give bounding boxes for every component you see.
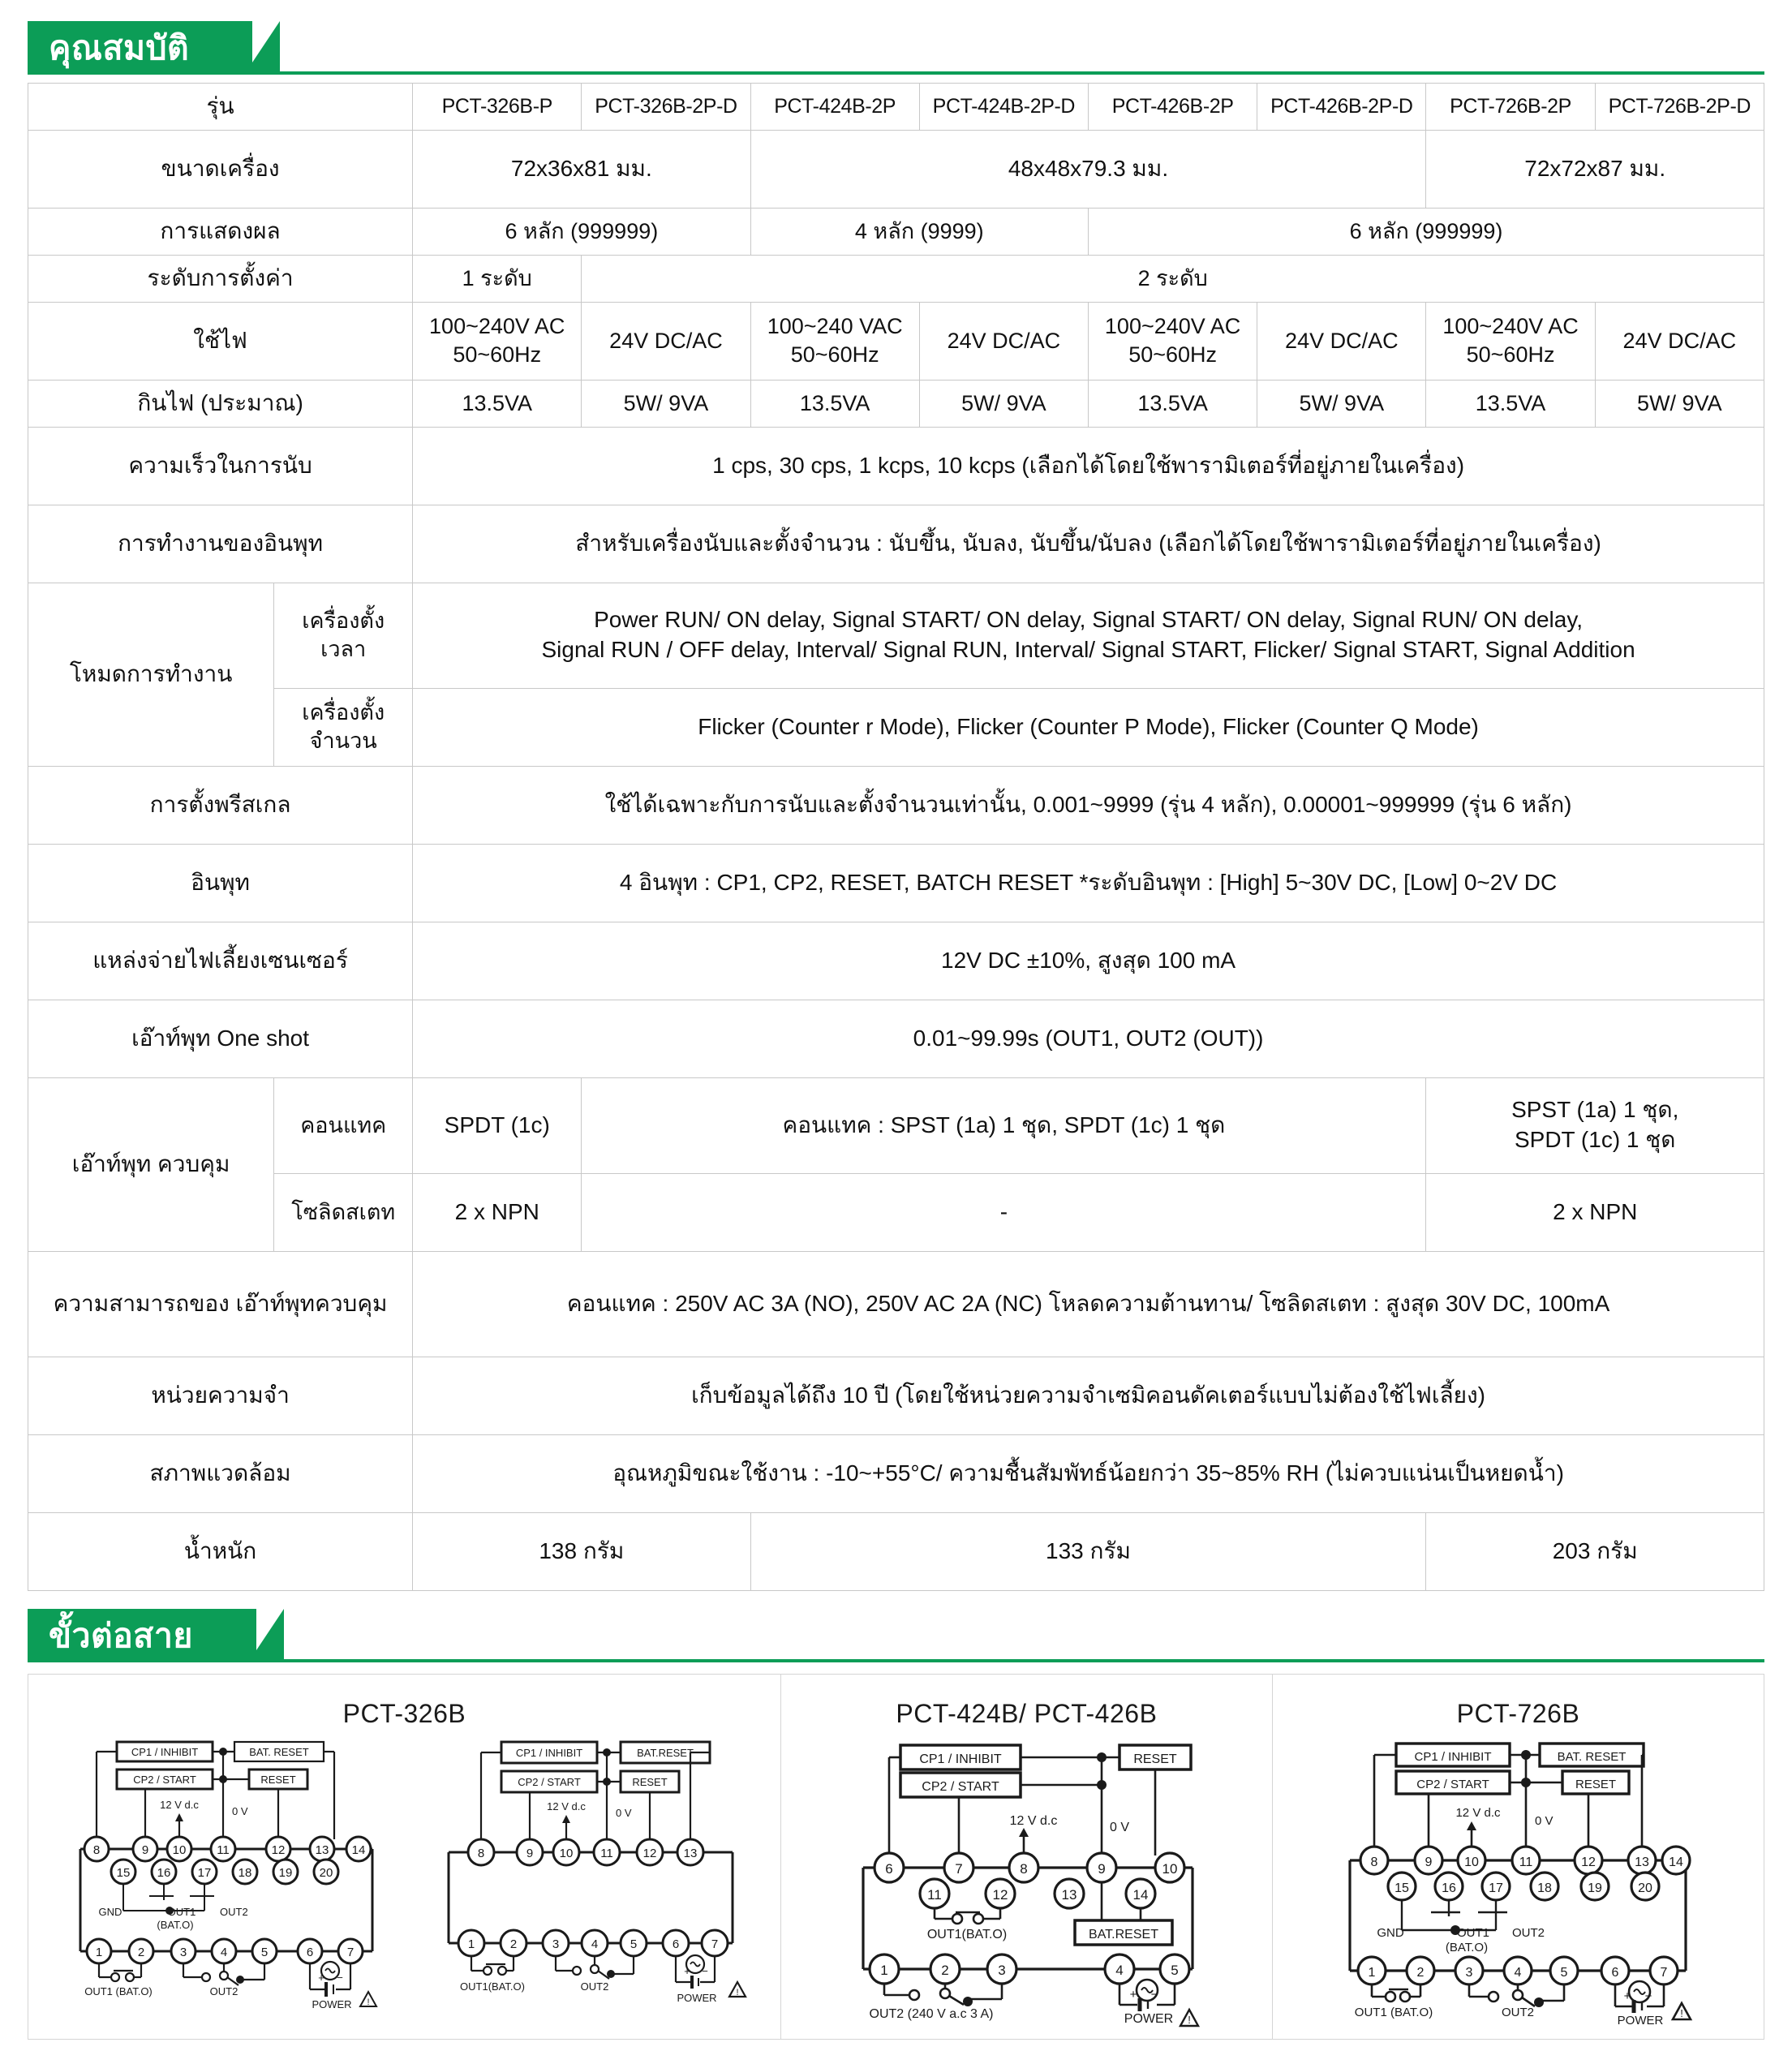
label-bat-reset: BAT. RESET bbox=[249, 1745, 309, 1758]
power-6-line2: 50~60Hz bbox=[1466, 342, 1555, 368]
svg-text:15: 15 bbox=[1394, 1881, 1410, 1895]
row-sublabel-counter: เครื่องตั้งจำนวน bbox=[274, 688, 413, 766]
svg-text:13: 13 bbox=[1635, 1855, 1650, 1869]
cell-power-5: 24V DC/AC bbox=[1257, 302, 1426, 380]
row-label-input: อินพุท bbox=[28, 844, 413, 922]
svg-text:1: 1 bbox=[96, 1945, 103, 1959]
svg-text:9: 9 bbox=[1425, 1855, 1433, 1869]
cell-power-7: 24V DC/AC bbox=[1595, 302, 1764, 380]
svg-text:4: 4 bbox=[1515, 1965, 1522, 1980]
contact-2-line2: SPDT (1c) 1 ชุด bbox=[1514, 1127, 1676, 1153]
svg-text:+: + bbox=[1130, 1987, 1137, 2002]
row-label-operation-mode: โหมดการทำงาน bbox=[28, 583, 274, 766]
label-0v-c: 0 V bbox=[1110, 1820, 1130, 1834]
label-12v: 12 V d.c bbox=[160, 1798, 200, 1811]
cell-size-2: 72x72x87 มม. bbox=[1426, 130, 1764, 208]
model-header-5: PCT-426B-2P-D bbox=[1257, 84, 1426, 131]
svg-text:11: 11 bbox=[1519, 1855, 1533, 1869]
table-row-model bbox=[28, 84, 1764, 131]
label-cp1-b: CP1 / INHIBIT bbox=[515, 1746, 582, 1759]
svg-text:15: 15 bbox=[116, 1865, 131, 1880]
power-4-line1: 100~240V AC bbox=[1104, 313, 1241, 338]
label-out2-b: OUT2 bbox=[580, 1980, 608, 1993]
model-header-1: PCT-326B-2P-D bbox=[582, 84, 750, 131]
table-row-one-shot-output bbox=[28, 1000, 1764, 1077]
svg-text:19: 19 bbox=[278, 1865, 293, 1880]
svg-text:1: 1 bbox=[1369, 1965, 1376, 1980]
label-out1-bat-d: OUT1 (BAT.O) bbox=[1355, 2005, 1433, 2019]
svg-text:6: 6 bbox=[1612, 1965, 1619, 1980]
label-reset-b: RESET bbox=[631, 1775, 668, 1788]
wiring-banner: ขั้วต่อสาย bbox=[28, 1609, 256, 1662]
svg-text:4: 4 bbox=[591, 1937, 598, 1951]
wiring-diagram-326b-13pin bbox=[432, 1734, 757, 2002]
cell-contact-1: คอนแทค : SPST (1a) 1 ชุด, SPDT (1c) 1 ชุด bbox=[582, 1077, 1426, 1173]
svg-text:7: 7 bbox=[711, 1937, 718, 1951]
svg-text:2: 2 bbox=[941, 1962, 950, 1978]
cell-display-0: 6 หลัก (999999) bbox=[413, 208, 750, 255]
cell-consumption-0: 13.5VA bbox=[413, 380, 582, 427]
row-label-power: ใช้ไฟ bbox=[28, 302, 413, 380]
label-cp1-c: CP1 / INHIBIT bbox=[919, 1752, 1003, 1766]
features-banner: คุณสมบัติ bbox=[28, 21, 252, 75]
svg-text:7: 7 bbox=[955, 1860, 964, 1877]
model-header-2: PCT-424B-2P bbox=[750, 84, 919, 131]
svg-text:3: 3 bbox=[180, 1945, 187, 1959]
svg-text:3: 3 bbox=[552, 1937, 559, 1951]
cell-solid-2: 2 x NPN bbox=[1426, 1173, 1764, 1251]
svg-text:2: 2 bbox=[1417, 1965, 1425, 1980]
power-0-line2: 50~60Hz bbox=[453, 342, 542, 368]
svg-text:+: + bbox=[683, 1964, 690, 1977]
table-row-memory bbox=[28, 1357, 1764, 1434]
spec-table-wrap bbox=[0, 78, 1792, 1591]
label-reset-d: RESET bbox=[1575, 1777, 1617, 1791]
wiring-panel-title-2: PCT-726B bbox=[1456, 1698, 1580, 1728]
svg-text:18: 18 bbox=[238, 1865, 252, 1880]
svg-text:10: 10 bbox=[559, 1846, 573, 1860]
row-label-setting-level: ระดับการตั้งค่า bbox=[28, 255, 413, 302]
label-gnd: GND bbox=[98, 1905, 122, 1918]
svg-text:7: 7 bbox=[1661, 1965, 1668, 1980]
wiring-diagram-726b bbox=[1327, 1734, 1708, 2027]
timer-modes-line2: Signal RUN / OFF delay, Interval/ Signal RUN, Interval/ Signal START, Flicker/ Signal START, Signal Addition bbox=[541, 637, 1635, 663]
model-header-6: PCT-726B-2P bbox=[1426, 84, 1595, 131]
row-label-count-speed: ความเร็วในการนับ bbox=[28, 427, 413, 505]
label-cp2-d: CP2 / START bbox=[1416, 1777, 1490, 1791]
svg-text:19: 19 bbox=[1588, 1881, 1603, 1895]
label-out2-top: OUT2 bbox=[220, 1905, 248, 1918]
svg-text:12: 12 bbox=[642, 1846, 656, 1860]
row-label-memory: หน่วยความจำ bbox=[28, 1357, 413, 1434]
svg-text:5: 5 bbox=[1171, 1962, 1180, 1978]
label-out1: OUT1 bbox=[167, 1905, 196, 1918]
wiring-diagram-424b-426b bbox=[836, 1734, 1217, 2026]
table-row-sensor-supply bbox=[28, 922, 1764, 1000]
cell-memory: เก็บข้อมูลได้ถึง 10 ปี (โดยใช้หน่วยความจำเซมิคอนดัคเตอร์แบบไม่ต้องใช้ไฟเลี้ยง) bbox=[413, 1357, 1764, 1434]
row-label-prescale: การตั้งพรีสเกล bbox=[28, 766, 413, 844]
wiring-panel-title-0: PCT-326B bbox=[342, 1698, 466, 1728]
label-power-d: POWER bbox=[1618, 2013, 1664, 2027]
row-label-control-output: เอ๊าท์พุท ควบคุม bbox=[28, 1077, 274, 1251]
cell-consumption-4: 13.5VA bbox=[1089, 380, 1257, 427]
svg-text:−: − bbox=[701, 1964, 708, 1977]
cell-weight-0: 138 กรัม bbox=[413, 1512, 750, 1590]
cell-setting-level-1: 2 ระดับ bbox=[582, 255, 1764, 302]
label-cp2-c: CP2 / START bbox=[922, 1779, 1000, 1794]
cell-display-1: 4 หลัก (9999) bbox=[750, 208, 1088, 255]
svg-text:18: 18 bbox=[1537, 1881, 1553, 1895]
label-bat-reset-d: BAT. RESET bbox=[1558, 1749, 1627, 1764]
svg-text:11: 11 bbox=[927, 1886, 943, 1903]
wiring-banner-rule bbox=[28, 1659, 1764, 1662]
table-row-environment bbox=[28, 1434, 1764, 1512]
svg-text:5: 5 bbox=[630, 1937, 637, 1951]
wiring-panel-pct326b bbox=[28, 1675, 780, 2039]
cell-operation-mode-counter: Flicker (Counter r Mode), Flicker (Counter P Mode), Flicker (Counter Q Mode) bbox=[413, 688, 1764, 766]
table-row-input bbox=[28, 844, 1764, 922]
timer-modes-line1: Power RUN/ ON delay, Signal START/ ON delay, Signal START/ ON delay, Signal RUN/ ON delay, bbox=[594, 607, 1584, 633]
wiring-panel-pct726b bbox=[1272, 1675, 1764, 2039]
svg-text:6: 6 bbox=[885, 1860, 894, 1877]
specification-table bbox=[28, 83, 1764, 1591]
svg-text:3: 3 bbox=[998, 1962, 1007, 1978]
svg-text:10: 10 bbox=[172, 1843, 187, 1857]
label-12v-c: 12 V d.c bbox=[1010, 1813, 1058, 1828]
cell-consumption-6: 13.5VA bbox=[1426, 380, 1595, 427]
svg-text:13: 13 bbox=[1061, 1886, 1077, 1903]
table-row-consumption bbox=[28, 380, 1764, 427]
row-label-display: การแสดงผล bbox=[28, 208, 413, 255]
wiring-panel-title-1: PCT-424B/ PCT-426B bbox=[896, 1698, 1158, 1728]
model-header-7: PCT-726B-2P-D bbox=[1595, 84, 1764, 131]
svg-text:8: 8 bbox=[93, 1843, 101, 1857]
svg-text:+: + bbox=[1624, 1989, 1631, 2003]
svg-text:17: 17 bbox=[197, 1865, 212, 1880]
label-out1-d: OUT1 bbox=[1457, 1925, 1490, 1940]
label-out1-bat: OUT1 (BAT.O) bbox=[84, 1984, 153, 1997]
svg-text:−: − bbox=[337, 1971, 343, 1984]
row-label-size: ขนาดเครื่อง bbox=[28, 130, 413, 208]
svg-text:12: 12 bbox=[271, 1843, 286, 1857]
label-cp1: CP1 / INHIBIT bbox=[131, 1745, 199, 1758]
table-row-count-speed bbox=[28, 427, 1764, 505]
svg-text:8: 8 bbox=[477, 1846, 484, 1860]
label-0v: 0 V bbox=[232, 1804, 248, 1817]
svg-text:9: 9 bbox=[526, 1846, 533, 1860]
power-4-line2: 50~60Hz bbox=[1128, 342, 1218, 368]
label-reset: RESET bbox=[260, 1773, 296, 1786]
label-0v-b: 0 V bbox=[615, 1806, 632, 1819]
table-row-input-operation bbox=[28, 505, 1764, 583]
svg-text:−: − bbox=[1151, 1987, 1158, 2002]
model-header-0: PCT-326B-P bbox=[413, 84, 582, 131]
svg-text:14: 14 bbox=[351, 1843, 366, 1857]
label-out2-rating: OUT2 (240 V a.c 3 A) bbox=[869, 2006, 994, 2021]
cell-contact-0: SPDT (1c) bbox=[413, 1077, 582, 1173]
label-12v-d: 12 V d.c bbox=[1455, 1805, 1501, 1820]
svg-text:12: 12 bbox=[992, 1886, 1008, 1903]
table-row-control-output-solid bbox=[28, 1173, 1764, 1251]
svg-text:8: 8 bbox=[1371, 1855, 1378, 1869]
label-out2-bottom-d: OUT2 bbox=[1502, 2005, 1535, 2019]
wiring-diagram-326b-20pin bbox=[52, 1734, 401, 2010]
svg-text:8: 8 bbox=[1020, 1860, 1029, 1877]
svg-text:11: 11 bbox=[217, 1843, 230, 1857]
svg-text:9: 9 bbox=[142, 1843, 149, 1857]
row-label-one-shot-output: เอ๊าท์พุท One shot bbox=[28, 1000, 413, 1077]
svg-text:!: ! bbox=[1680, 2006, 1684, 2019]
wiring-diagram-section bbox=[28, 1674, 1764, 2040]
cell-size-0: 72x36x81 มม. bbox=[413, 130, 750, 208]
cell-one-shot-output: 0.01~99.99s (OUT1, OUT2 (OUT)) bbox=[413, 1000, 1764, 1077]
cell-sensor-supply: 12V DC ±10%, สูงสุด 100 mA bbox=[413, 922, 1764, 1000]
table-row-setting-level bbox=[28, 255, 1764, 302]
svg-text:9: 9 bbox=[1098, 1860, 1107, 1877]
cell-weight-1: 133 กรัม bbox=[750, 1512, 1426, 1590]
svg-text:12: 12 bbox=[1581, 1855, 1596, 1869]
svg-text:5: 5 bbox=[261, 1945, 269, 1959]
row-sublabel-solid: โซลิดสเตท bbox=[274, 1173, 413, 1251]
svg-text:13: 13 bbox=[315, 1843, 329, 1857]
svg-text:17: 17 bbox=[1489, 1881, 1504, 1895]
svg-text:2: 2 bbox=[138, 1945, 145, 1959]
cell-display-2: 6 หลัก (999999) bbox=[1089, 208, 1764, 255]
label-out1-bat-b: OUT1(BAT.O) bbox=[459, 1980, 525, 1993]
svg-text:11: 11 bbox=[599, 1846, 613, 1860]
svg-text:20: 20 bbox=[319, 1865, 333, 1880]
svg-text:+: + bbox=[318, 1971, 324, 1984]
row-label-model: รุ่น bbox=[28, 84, 413, 131]
features-banner-rule bbox=[28, 71, 1764, 75]
cell-consumption-5: 5W/ 9VA bbox=[1257, 380, 1426, 427]
cell-input-operation: สำหรับเครื่องนับและตั้งจำนวน : นับขึ้น, นับลง, นับขึ้น/นับลง (เลือกได้โดยใช้พารามิเตอร์ที่อยู่ภายในเครื่อง) bbox=[413, 505, 1764, 583]
cell-contact-2 bbox=[1426, 1077, 1764, 1173]
svg-text:4: 4 bbox=[221, 1945, 228, 1959]
cell-power-2 bbox=[750, 302, 919, 380]
label-out2-bottom: OUT2 bbox=[209, 1984, 239, 1997]
label-bat-o-d: (BAT.O) bbox=[1446, 1940, 1489, 1954]
label-bat-reset-b: BAT.RESET bbox=[636, 1746, 694, 1759]
svg-text:!: ! bbox=[1188, 2013, 1192, 2026]
svg-text:7: 7 bbox=[347, 1945, 355, 1959]
svg-text:!: ! bbox=[736, 1987, 739, 1997]
svg-text:6: 6 bbox=[672, 1937, 679, 1951]
cell-consumption-2: 13.5VA bbox=[750, 380, 919, 427]
cell-control-capacity: คอนแทค : 250V AC 3A (NO), 250V AC 2A (NC) โหลดความต้านทาน/ โซลิดสเตท : สูงสุด 30V DC, 100mA bbox=[413, 1251, 1764, 1357]
cell-solid-1: - bbox=[582, 1173, 1426, 1251]
cell-power-0 bbox=[413, 302, 582, 380]
svg-text:4: 4 bbox=[1115, 1962, 1124, 1978]
table-row-power bbox=[28, 302, 1764, 380]
cell-solid-0: 2 x NPN bbox=[413, 1173, 582, 1251]
contact-2-line1: SPST (1a) 1 ชุด, bbox=[1511, 1097, 1679, 1123]
svg-text:16: 16 bbox=[1442, 1881, 1457, 1895]
cell-environment: อุณหภูมิขณะใช้งาน : -10~+55°C/ ความชื้นสัมพัทธ์น้อยกว่า 35~85% RH (ไม่ควบแน่นเป็นหยดน้ำ) bbox=[413, 1434, 1764, 1512]
power-2-line1: 100~240 VAC bbox=[767, 313, 903, 338]
table-row-control-capacity bbox=[28, 1251, 1764, 1357]
label-out1-bat-c: OUT1(BAT.O) bbox=[927, 1927, 1008, 1941]
svg-text:10: 10 bbox=[1464, 1855, 1480, 1869]
row-label-sensor-supply: แหล่งจ่ายไฟเลี้ยงเซนเซอร์ bbox=[28, 922, 413, 1000]
row-label-input-operation: การทำงานของอินพุท bbox=[28, 505, 413, 583]
label-power: POWER bbox=[312, 1997, 352, 2010]
svg-text:16: 16 bbox=[157, 1865, 171, 1880]
label-bat-reset-c: BAT.RESET bbox=[1089, 1927, 1159, 1941]
cell-setting-level-0: 1 ระดับ bbox=[413, 255, 582, 302]
cell-power-6 bbox=[1426, 302, 1595, 380]
label-power-c: POWER bbox=[1124, 2011, 1174, 2026]
cell-input: 4 อินพุท : CP1, CP2, RESET, BATCH RESET *ระดับอินพุท : [High] 5~30V DC, [Low] 0~2V DC bbox=[413, 844, 1764, 922]
features-banner-wrap bbox=[0, 0, 1792, 75]
table-row-control-output-contact bbox=[28, 1077, 1764, 1173]
wiring-panel-pct424b-426b bbox=[780, 1675, 1272, 2039]
svg-text:6: 6 bbox=[307, 1945, 314, 1959]
table-row-operation-mode-counter bbox=[28, 688, 1764, 766]
svg-text:5: 5 bbox=[1561, 1965, 1568, 1980]
label-out2-d: OUT2 bbox=[1512, 1925, 1545, 1940]
label-cp2: CP2 / START bbox=[133, 1773, 196, 1786]
cell-consumption-1: 5W/ 9VA bbox=[582, 380, 750, 427]
table-row-display bbox=[28, 208, 1764, 255]
row-label-environment: สภาพแวดล้อม bbox=[28, 1434, 413, 1512]
svg-text:−: − bbox=[1645, 1989, 1652, 2003]
label-12v-b: 12 V d.c bbox=[546, 1800, 586, 1812]
label-cp2-b: CP2 / START bbox=[517, 1775, 581, 1788]
label-cp1-d: CP1 / INHIBIT bbox=[1414, 1749, 1492, 1764]
row-label-control-capacity: ความสามารถของ เอ๊าท์พุทควบคุม bbox=[28, 1251, 413, 1357]
cell-consumption-7: 5W/ 9VA bbox=[1595, 380, 1764, 427]
table-row-size bbox=[28, 130, 1764, 208]
table-row-operation-mode-timer bbox=[28, 583, 1764, 688]
label-power-b: POWER bbox=[677, 1991, 717, 2004]
svg-text:2: 2 bbox=[509, 1937, 517, 1951]
label-0v-d: 0 V bbox=[1535, 1813, 1553, 1828]
cell-power-1: 24V DC/AC bbox=[582, 302, 750, 380]
row-label-weight: น้ำหนัก bbox=[28, 1512, 413, 1590]
cell-power-3: 24V DC/AC bbox=[919, 302, 1088, 380]
wiring-banner-wrap bbox=[0, 1591, 1792, 1662]
cell-prescale: ใช้ได้เฉพาะกับการนับและตั้งจำนวนเท่านั้น, 0.001~9999 (รุ่น 4 หลัก), 0.00001~999999 (รุ่น 6 หลัก) bbox=[413, 766, 1764, 844]
table-row-weight bbox=[28, 1512, 1764, 1590]
svg-text:1: 1 bbox=[880, 1962, 889, 1978]
table-row-prescale bbox=[28, 766, 1764, 844]
cell-weight-2: 203 กรัม bbox=[1426, 1512, 1764, 1590]
svg-text:!: ! bbox=[367, 1997, 370, 2007]
model-header-4: PCT-426B-2P bbox=[1089, 84, 1257, 131]
svg-text:1: 1 bbox=[467, 1937, 475, 1951]
cell-count-speed: 1 cps, 30 cps, 1 kcps, 10 kcps (เลือกได้โดยใช้พารามิเตอร์ที่อยู่ภายในเครื่อง) bbox=[413, 427, 1764, 505]
model-header-3: PCT-424B-2P-D bbox=[919, 84, 1088, 131]
label-gnd-d: GND bbox=[1377, 1925, 1405, 1940]
svg-text:20: 20 bbox=[1638, 1881, 1653, 1895]
svg-text:14: 14 bbox=[1132, 1886, 1149, 1903]
row-label-consumption: กินไฟ (ประมาณ) bbox=[28, 380, 413, 427]
cell-consumption-3: 5W/ 9VA bbox=[919, 380, 1088, 427]
cell-operation-mode-timer bbox=[413, 583, 1764, 688]
row-sublabel-contact: คอนแทค bbox=[274, 1077, 413, 1173]
svg-text:13: 13 bbox=[683, 1846, 697, 1860]
power-6-line1: 100~240V AC bbox=[1442, 313, 1579, 338]
svg-text:14: 14 bbox=[1669, 1855, 1684, 1869]
power-2-line2: 50~60Hz bbox=[790, 342, 879, 368]
svg-text:10: 10 bbox=[1162, 1860, 1178, 1877]
svg-text:3: 3 bbox=[1466, 1965, 1473, 1980]
cell-size-1: 48x48x79.3 มม. bbox=[750, 130, 1426, 208]
cell-power-4 bbox=[1089, 302, 1257, 380]
power-0-line1: 100~240V AC bbox=[429, 313, 565, 338]
row-sublabel-timer: เครื่องตั้งเวลา bbox=[274, 583, 413, 688]
label-reset-c: RESET bbox=[1133, 1752, 1178, 1766]
label-bat-o: (BAT.O) bbox=[157, 1918, 194, 1931]
